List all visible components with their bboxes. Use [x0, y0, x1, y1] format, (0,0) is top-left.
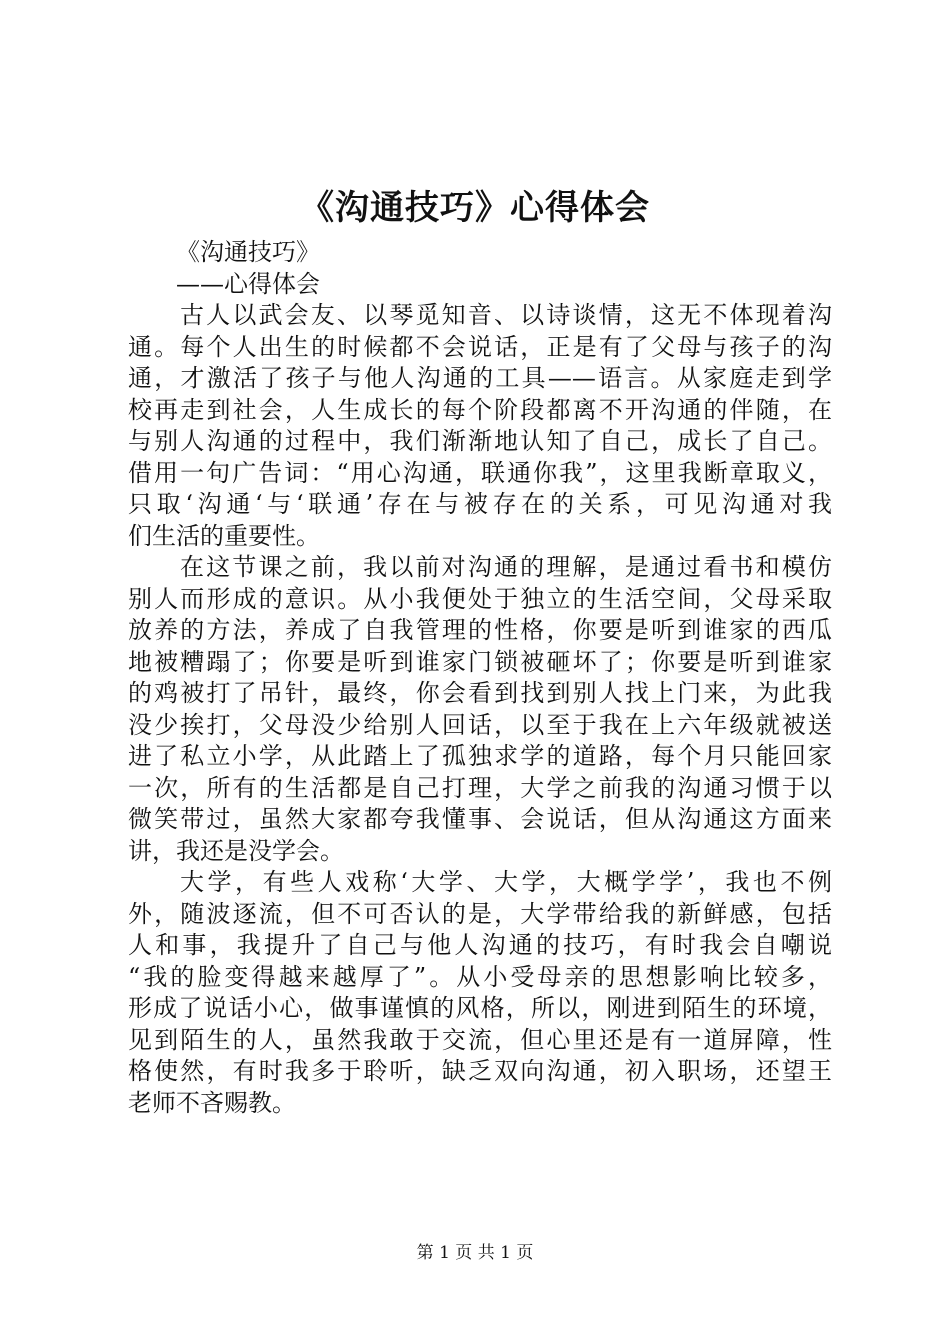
paragraph-line: 地被糟蹋了；你要是听到谁家门锁被砸坏了；你要是听到谁家	[128, 647, 832, 676]
page-footer: 第 1 页 共 1 页	[416, 1243, 534, 1263]
paragraph-line: 校再走到社会，人生成长的每个阶段都离不开沟通的伴随，在	[128, 395, 832, 424]
paragraph-line: 一次，所有的生活都是自己打理，大学之前我的沟通习惯于以	[128, 773, 832, 802]
paragraph-2	[128, 552, 832, 867]
paragraph-line: 见到陌生的人，虽然我敢于交流，但心里还是有一道屏障，性	[128, 1025, 832, 1054]
paragraph-line: 讲，我还是没学会。	[128, 836, 344, 865]
document-body	[128, 237, 832, 1119]
paragraph-line: 外，随波逐流，但不可否认的是，大学带给我的新鲜感，包括	[128, 899, 832, 928]
paragraph-line: 形成了说话小心，做事谨慎的风格，所以，刚进到陌生的环境，	[128, 994, 832, 1022]
lead-line-book-title: 《沟通技巧》	[176, 238, 320, 266]
paragraph-3	[128, 867, 832, 1119]
paragraph-line: 古人以武会友、以琴觅知音、以诗谈情，这无不体现着沟	[180, 301, 832, 329]
paragraph-line: 进了私立小学，从此踏上了孤独求学的道路，每个月只能回家	[128, 742, 832, 770]
paragraph-line: 大学，有些人戏称‘大学、大学，大概学学’，我也不例	[180, 868, 832, 896]
paragraph-1	[128, 300, 832, 552]
paragraph-line: 放养的方法，养成了自我管理的性格，你要是听到谁家的西瓜	[128, 616, 832, 644]
paragraph-line: 别人而形成的意识。从小我便处于独立的生活空间，父母采取	[128, 584, 832, 613]
paragraph-line: 没少挨打，父母没少给别人回话，以至于我在上六年级就被送	[128, 710, 832, 739]
paragraph-line: 通，才激活了孩子与他人沟通的工具——语言。从家庭走到学	[128, 364, 832, 392]
paragraph-line: 只取‘沟通‘与‘联通’存在与被存在的关系，可见沟通对我	[128, 490, 832, 518]
paragraph-line: 与别人沟通的过程中，我们渐渐地认知了自己，成长了自己。	[128, 427, 832, 455]
paragraph-line: 通。每个人出生的时候都不会说话，正是有了父母与孩子的沟	[128, 332, 832, 361]
document-title: 《沟通技巧》心得体会	[300, 188, 650, 228]
lead-line-subtitle: ——心得体会	[176, 269, 320, 298]
paragraph-line: 人和事，我提升了自己与他人沟通的技巧，有时我会自嘲说	[128, 931, 832, 959]
paragraph-line: 的鸡被打了吊针，最终，你会看到找到别人找上门来，为此我	[128, 679, 832, 707]
paragraph-line: 在这节课之前，我以前对沟通的理解，是通过看书和模仿	[180, 553, 832, 581]
paragraph-line: 格使然，有时我多于聆听，缺乏双向沟通，初入职场，还望王	[128, 1057, 832, 1085]
paragraph-line: 老师不吝赐教。	[128, 1088, 296, 1117]
paragraph-line: “我的脸变得越来越厚了”。从小受母亲的思想影响比较多，	[128, 962, 832, 991]
paragraph-line: 们生活的重要性。	[128, 521, 320, 550]
paragraph-line: 借用一句广告词：“用心沟通，联通你我”，这里我断章取义，	[128, 458, 832, 487]
paragraph-line: 微笑带过，虽然大家都夸我懂事、会说话，但从沟通这方面来	[128, 805, 832, 833]
